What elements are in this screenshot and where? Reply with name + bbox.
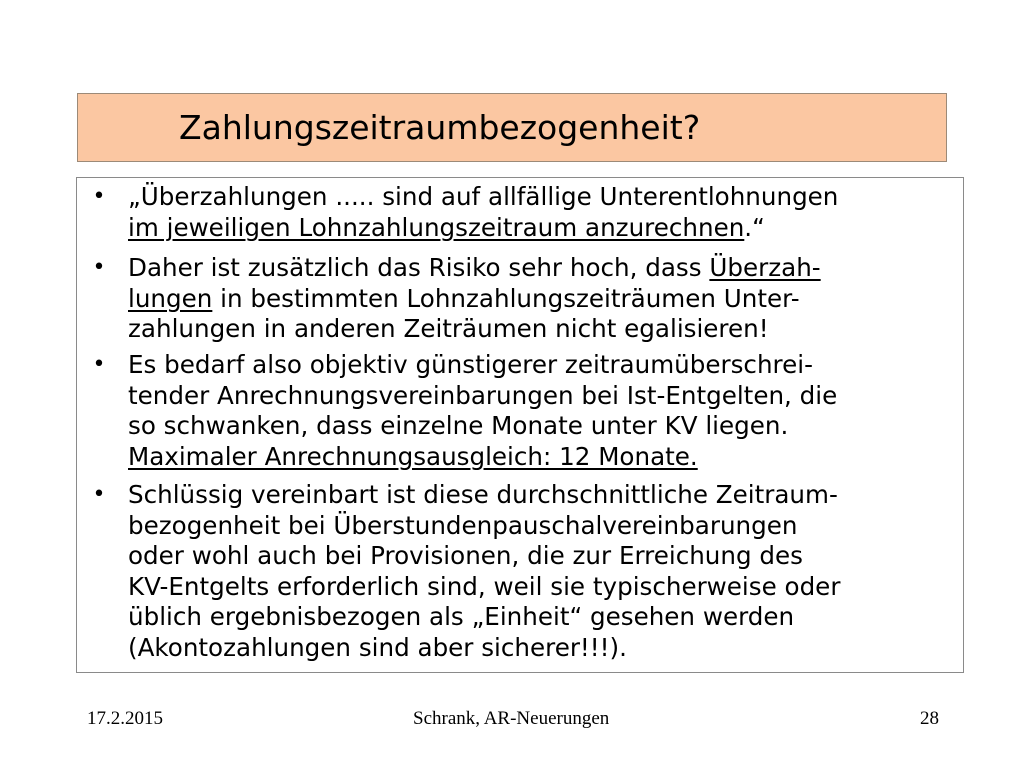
bullet-line (128, 284, 957, 315)
bullet-text (128, 182, 957, 243)
bullet-text (128, 480, 957, 663)
bullet-line (128, 633, 957, 664)
bullet-marker: • (92, 482, 106, 507)
bullet-marker: • (92, 352, 106, 377)
bullet-line (128, 213, 957, 244)
underlined-text: im jeweiligen Lohnzahlungszeitraum anzurechnen (128, 212, 745, 242)
bullet-line (128, 541, 957, 572)
footer-author-topic: Schrank, AR-Neuerungen (413, 708, 610, 729)
bullet-line (128, 182, 957, 213)
text-segment: .“ (744, 212, 765, 242)
bullet-text (128, 350, 957, 472)
bullet-marker: • (92, 184, 106, 209)
text-segment: Daher ist zusätzlich das Risiko sehr hoch, dass (128, 253, 710, 282)
text-segment: bezogenheit bei Überstundenpauschalvereinbarungen (128, 510, 798, 540)
bullet-line (128, 442, 957, 473)
text-segment: oder wohl auch bei Provisionen, die zur Erreichung des (128, 541, 803, 570)
text-segment: zahlungen in anderen Zeiträumen nicht egalisieren! (128, 314, 769, 343)
text-segment: Schlüssig vereinbart ist diese durchschnittliche Zeitraum- (128, 480, 838, 509)
bullet-line (128, 602, 957, 633)
bullet-line (128, 480, 957, 511)
bullet-line (128, 350, 957, 381)
underlined-text: Überzah- (709, 253, 821, 282)
bullet-marker: • (92, 255, 106, 280)
slide-content-box (76, 177, 964, 673)
bullet-line (128, 381, 957, 412)
text-segment: KV-Entgelts erforderlich sind, weil sie typischerweise oder (128, 571, 841, 601)
underlined-text: Maximaler Anrechnungsausgleich: 12 Monate. (128, 441, 698, 471)
text-segment: üblich ergebnisbezogen als „Einheit“ gesehen werden (128, 602, 795, 631)
bullet-line (128, 314, 957, 345)
text-segment: in bestimmten Lohnzahlungszeiträumen Unter- (212, 283, 800, 313)
bullet-line (128, 411, 957, 442)
bullet-text (128, 253, 957, 345)
bullet-line (128, 572, 957, 603)
bullet-line (128, 253, 957, 284)
footer-date: 17.2.2015 (87, 708, 163, 729)
text-segment: (Akontozahlungen sind aber sicherer!!!). (128, 632, 627, 662)
text-segment: tender Anrechnungsvereinbarungen bei Ist-Entgelten, die (128, 380, 838, 410)
bullet-line (128, 511, 957, 542)
text-segment: so schwanken, dass einzelne Monate unter KV liegen. (128, 411, 789, 440)
underlined-text: lungen (128, 283, 213, 313)
slide-title-box (77, 93, 947, 162)
text-segment: Es bedarf also objektiv günstigerer zeitraumüberschrei- (128, 350, 813, 379)
text-segment: „Überzahlungen ..... sind auf allfällige Unterentlohnungen (128, 182, 839, 211)
footer-page-number: 28 (920, 708, 939, 729)
slide-title: Zahlungszeitraumbezogenheit? (179, 108, 701, 147)
